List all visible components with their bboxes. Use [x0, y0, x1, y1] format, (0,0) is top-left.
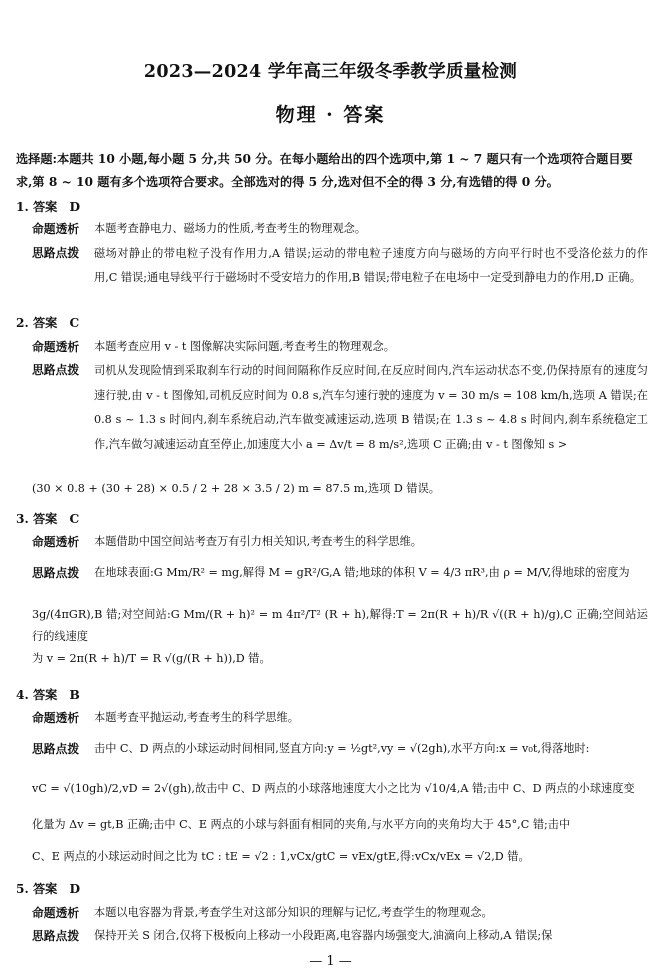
- page-title: 2023—2024 学年高三年级冬季教学质量检测: [143, 62, 518, 82]
- question-5-analysis: [32, 902, 648, 924]
- analysis-label: 命题透析: [32, 340, 80, 354]
- analysis-text: 本题借助中国空间站考查万有引力相关知识,考查考生的科学思维。: [94, 535, 422, 548]
- hint-label: 思路点拨: [32, 929, 80, 943]
- hint-text-continued: (30 × 0.8 + (30 + 28) × 0.5 / 2 + 28 × 3.5 / 2) m = 87.5 m,选项 D 错误。: [32, 482, 440, 495]
- hint-text-line3: 为 v = 2π(R + h)/T = R √(g/(R + h)),D 错。: [32, 652, 271, 665]
- question-5-hint: [32, 925, 648, 947]
- analysis-text: 本题以电容器为背景,考查学生对这部分知识的理解与记忆,考查学生的物理观念。: [94, 906, 493, 919]
- hint-text-line2: 3g/(4πGR),B 错;对空间站:G Mm/(R + h)² = m 4π²/T² (R + h),解得:T = 2π(R + h)/R √((R + h)/g),C 正确;空间站运行的线速度: [32, 608, 648, 643]
- hint-label: 思路点拨: [32, 246, 80, 260]
- analysis-label: 命题透析: [32, 711, 80, 725]
- hint-text-line2: vC = √(10gh)/2,vD = 2√(gh),故击中 C、D 两点的小球落地速度大小之比为 √10/4,A 错;击中 C、D 两点的小球速度变: [32, 782, 635, 795]
- question-3-analysis: [32, 531, 648, 553]
- question-4-answer: 4. 答案 B: [16, 688, 80, 702]
- page-number: — 1 —: [309, 954, 352, 969]
- question-2-hint: [32, 359, 648, 457]
- analysis-label: 命题透析: [32, 535, 80, 549]
- page-subtitle: 物理 · 答案: [275, 104, 386, 126]
- question-3-hint-line3: [32, 648, 648, 670]
- question-3-hint: [32, 562, 648, 584]
- hint-label: 思路点拨: [32, 742, 80, 756]
- hint-text: 磁场对静止的带电粒子没有作用力,A 错误;运动的带电粒子速度方向与磁场的方向平行时也不受洛伦兹力的作用,C 错误;通电导线平行于磁场时不受安培力的作用,B 错误;带电粒子在电场中一定受到静电力的作用,D 正确。: [94, 247, 648, 284]
- question-5-answer: 5. 答案 D: [16, 882, 81, 896]
- question-2-answer: 2. 答案 C: [16, 316, 80, 330]
- question-2-analysis: [32, 336, 648, 358]
- question-4-hint: [32, 738, 648, 760]
- question-4-hint-line2: [32, 778, 648, 800]
- question-4-analysis: [32, 707, 648, 729]
- question-1-answer: 1. 答案 D: [16, 200, 81, 214]
- analysis-text: 本题考查平抛运动,考查考生的科学思维。: [94, 711, 299, 724]
- hint-label: 思路点拨: [32, 363, 80, 377]
- question-3-answer: 3. 答案 C: [16, 512, 80, 526]
- instructions: 选择题:本题共 10 小题,每小题 5 分,共 50 分。在每小题给出的四个选项中,第 1 ~ 7 题只有一个选项符合题目要求,第 8 ~ 10 题有多个选项符合要求。全部选对的得 5 分,选对但不全的得 3 分,有选错的得 0 分。: [16, 152, 633, 189]
- analysis-text: 本题考查静电力、磁场力的性质,考查考生的物理观念。: [94, 222, 367, 235]
- hint-text-line4: C、E 两点的小球运动时间之比为 tC : tE = √2 : 1,vCx/gtC = vEx/gtE,得:vCx/vEx = √2,D 错。: [32, 850, 530, 863]
- question-3-hint-line2: [32, 604, 648, 648]
- analysis-label: 命题透析: [32, 222, 80, 236]
- hint-text: 击中 C、D 两点的小球运动时间相同,竖直方向:y = ½gt²,vy = √(2gh),水平方向:x = v₀t,得落地时:: [94, 742, 590, 755]
- analysis-label: 命题透析: [32, 906, 80, 920]
- question-4-hint-line3: [32, 814, 648, 836]
- question-4-hint-line4: [32, 846, 648, 868]
- hint-text-line3: 化量为 Δv = gt,B 正确;击中 C、E 两点的小球与斜面有相同的夹角,与水平方向的夹角均大于 45°,C 错;击中: [32, 818, 571, 831]
- question-2-hint-continued: [32, 478, 648, 500]
- question-1-analysis: [32, 218, 648, 240]
- hint-text: 司机从发现险情到采取刹车行动的时间间隔称作反应时间,在反应时间内,汽车运动状态不变,仍保持原有的速度匀速行驶,由 v - t 图像知,司机反应时间为 0.8 s,汽车匀速行驶的速度为 v = 30 m/s = 108 km/h,选项 A 错误;在 0.8 s ~ 1.3 s 时间内,刹车系统启动,汽车做变减速运动,选项 B 错误;在 1.3 s ~ 4.8 s 时间内,刹车系统稳定工作,汽车做匀减速运动直至停止,加速度大小 a = Δv/t = 8 m/s²,选项 C 正确;由 v - t 图像知 s >: [94, 364, 648, 451]
- analysis-text: 本题考查应用 v - t 图像解决实际问题,考查考生的物理观念。: [94, 340, 395, 353]
- hint-text: 在地球表面:G Mm/R² = mg,解得 M = gR²/G,A 错;地球的体积 V = 4/3 πR³,由 ρ = M/V,得地球的密度为: [94, 566, 630, 579]
- hint-text: 保持开关 S 闭合,仅将下极板向上移动一小段距离,电容器内场强变大,油滴向上移动,A 错误;保: [94, 929, 553, 942]
- hint-label: 思路点拨: [32, 566, 80, 580]
- question-1-hint: [32, 242, 648, 290]
